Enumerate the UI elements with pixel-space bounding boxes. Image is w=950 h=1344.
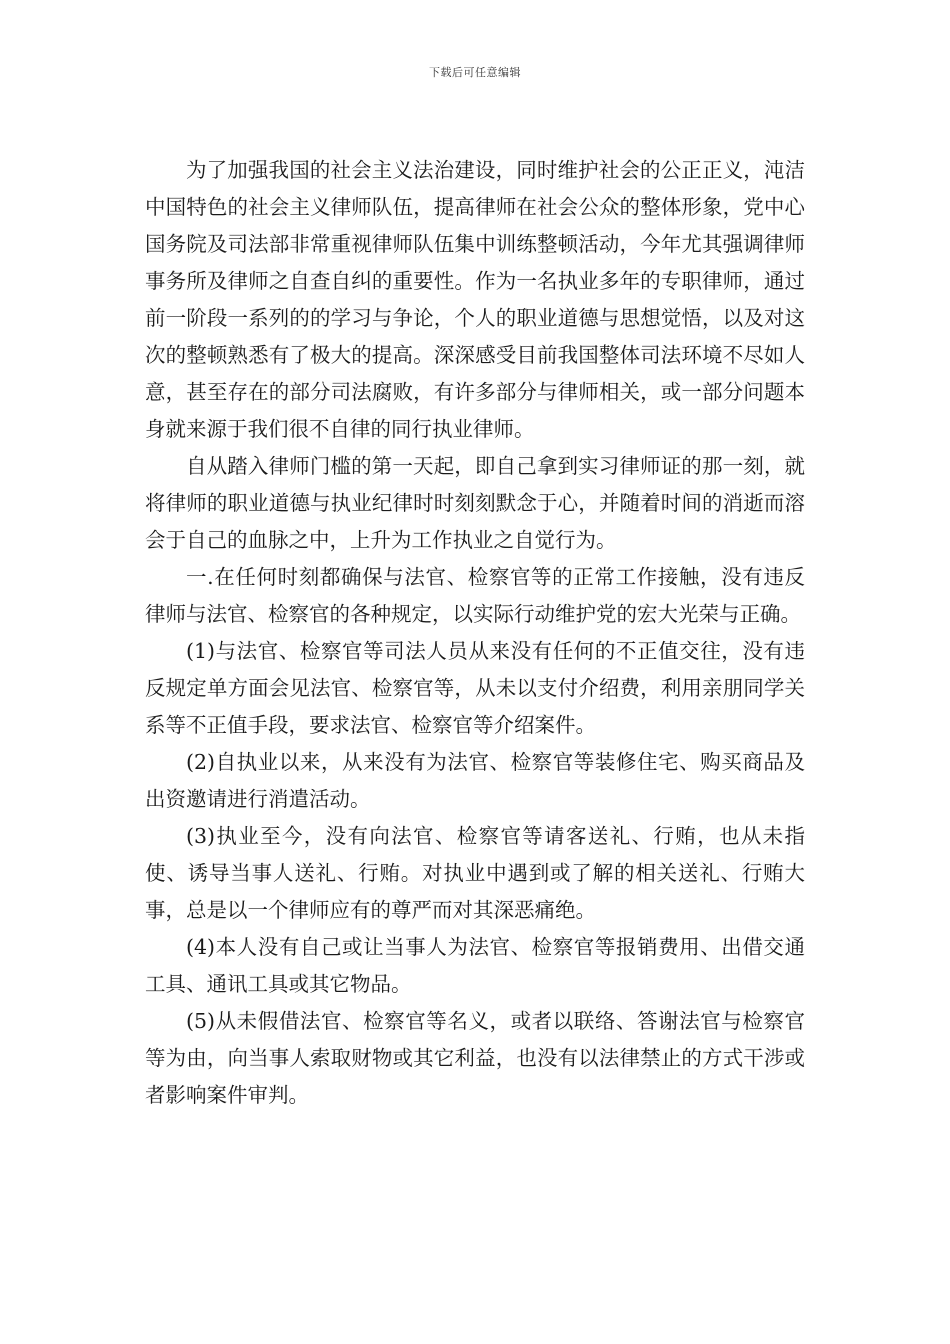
document-body bbox=[145, 152, 805, 1114]
paragraph-item-1: (1)与法官、检察官等司法人员从来没有任何的不正值交往，没有违反规定单方面会见法官、检察官等，从未以支付介绍费，利用亲朋同学关系等不正值手段，要求法官、检察官等介绍案件。 bbox=[145, 639, 805, 737]
paragraph-item-2: (2)自执业以来，从来没有为法官、检察官等装修住宅、购买商品及出资邀请进行消遣活动。 bbox=[145, 750, 805, 811]
paragraph-item-5: (5)从未假借法官、检察官等名义，或者以联络、答谢法官与检察官等为由，向当事人索取财物或其它利益，也没有以法律禁止的方式干涉或者影响案件审判。 bbox=[145, 1009, 805, 1107]
paragraph-intro: 为了加强我国的社会主义法治建设，同时维护社会的公正正义，沌洁中国特色的社会主义律师队伍，提高律师在社会公众的整体形象，党中心国务院及司法部非常重视律师队伍集中训练整顿活动，今年尤其强调律师事务所及律师之自查自纠的重要性。作为一名执业多年的专职律师，通过前一阶段一系列的的学习与争论，个人的职业道德与思想觉悟，以及对这次的整顿熟悉有了极大的提高。深深感受目前我国整体司法环境不尽如人意，甚至存在的部分司法腐败，有许多部分与律师相关，或一部分问题本身就来源于我们很不自律的同行执业律师。 bbox=[145, 158, 805, 441]
paragraph-item-4: (4)本人没有自己或让当事人为法官、检察官等报销费用、出借交通工具、通讯工具或其它物品。 bbox=[145, 935, 805, 996]
paragraph-item-3: (3)执业至今，没有向法官、检察官等请客送礼、行贿，也从未指使、诱导当事人送礼、行贿。对执业中遇到或了解的相关送礼、行贿大事，总是以一个律师应有的尊严而对其深恶痛绝。 bbox=[145, 824, 805, 922]
page-header: 下载后可任意编辑 bbox=[429, 66, 521, 79]
paragraph-commitment: 自从踏入律师门槛的第一天起，即自己拿到实习律师证的那一刻，就将律师的职业道德与执业纪律时时刻刻默念于心，并随着时间的消逝而溶会于自己的血脉之中，上升为工作执业之自觉行为。 bbox=[145, 454, 805, 552]
paragraph-section-1: 一.在任何时刻都确保与法官、检察官等的正常工作接触，没有违反律师与法官、检察官的各种规定，以实际行动维护党的宏大光荣与正确。 bbox=[145, 565, 805, 626]
